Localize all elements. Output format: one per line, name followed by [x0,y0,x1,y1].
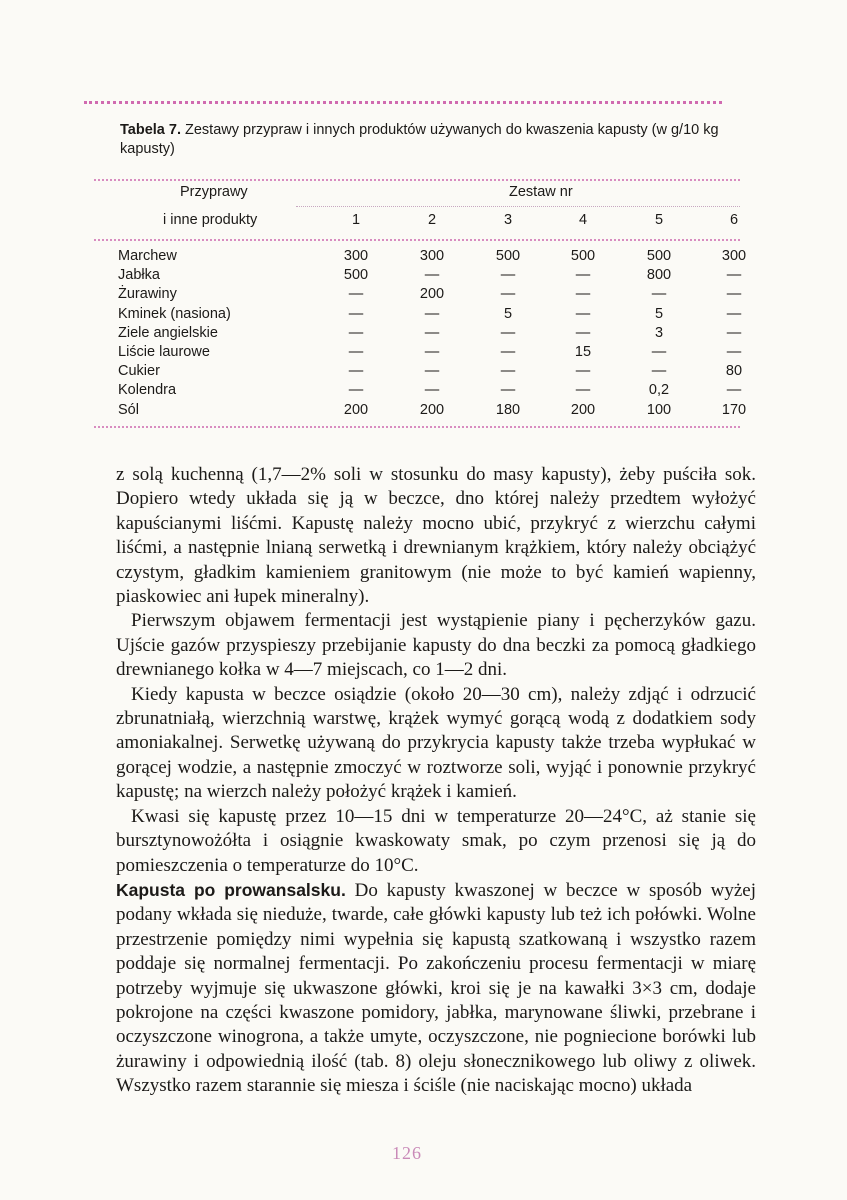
table-bottom-rule [94,426,740,428]
table-cell: 500 [343,267,369,284]
table-cell: — [575,382,591,399]
paragraph: Kiedy kapusta w beczce osiądzie (około 20—30 cm), należy zdjąć i odrzucić zbrunatniałą, wierzchnią warstwę, krążek wymyć gorącą wodą z dodatkiem sody amoniakalnej. Serwetkę używaną do przykrycia kapusty także trzeba wypłukać w gorącej wodzie, a następnie zmoczyć w roztworze soli, wyjąć i ponownie przykryć kapustę; na wierzch należy położyć krążek i kamień. [116,683,756,803]
table-row-label: Liście laurowe [118,344,210,360]
table-row-label: Marchew [118,248,177,264]
table-cell: — [726,382,742,399]
table-cell: — [348,305,364,322]
table-cell: 800 [646,267,672,284]
table-cell: 300 [721,248,747,264]
table-row-label: Ziele angielskie [118,324,218,341]
table-cell: — [726,324,742,341]
table-cell: — [575,267,591,284]
column-header-5: 5 [654,212,664,228]
column-header-1: 1 [351,212,361,228]
table-cell: — [575,286,591,303]
table-cell: — [348,324,364,341]
table-cell: 500 [495,248,521,264]
table-row-label: Sól [118,401,139,418]
table-cell: — [500,363,516,380]
table-cell: 500 [570,248,596,264]
table-cell: — [500,382,516,399]
caption-text: Zestawy przypraw i innych produktów używanych do kwaszenia kapusty (w g/10 kg kapusty) [120,122,719,157]
table-cell: — [575,305,591,322]
table-cell: — [726,344,742,360]
table-cell: — [348,363,364,380]
table-cell: 500 [646,248,672,264]
table-cell: 100 [646,401,672,418]
table-cell: — [348,286,364,303]
table-cell: 170 [721,401,747,418]
table-row-label: Żurawiny [118,286,177,303]
table-group-header: Zestaw nr [509,184,573,200]
column-header-2: 2 [427,212,437,228]
table-cell: 5 [503,305,513,322]
table-cell: — [726,305,742,322]
table-cell: — [424,363,440,380]
table-cell: — [651,363,667,380]
table-cell: 300 [419,248,445,264]
table-cell: 5 [654,305,664,322]
body-text [116,463,756,1099]
table-cell: 80 [725,363,743,380]
table-cell: — [575,363,591,380]
table-cell: — [575,324,591,341]
table-cell: 300 [343,248,369,264]
table-row-label: Jabłka [118,267,160,284]
table-cell: — [500,324,516,341]
paragraph: Kwasi się kapustę przez 10—15 dni w temperaturze 20—24°C, aż stanie się bursztynowożółta i osiągnie kwaskowaty smak, po czym przenosi się ją do pomieszczenia o temperaturze do 10°C. [116,805,756,876]
table-row-label: Kminek (nasiona) [118,305,231,322]
table-cell: — [726,267,742,284]
table-cell: — [500,286,516,303]
table-cell: — [424,267,440,284]
table-cell: 200 [343,401,369,418]
table-cell: — [424,305,440,322]
table-cell: — [424,324,440,341]
table-cell: 200 [419,286,445,303]
table-cell: — [348,382,364,399]
table-cell: — [424,382,440,399]
caption-label: Tabela 7. [120,122,181,138]
column-header-4: 4 [578,212,588,228]
table-cell: 15 [574,344,592,360]
column-header-3: 3 [503,212,513,228]
table-cell: — [500,267,516,284]
table-cell: 200 [570,401,596,418]
spice-table [0,0,847,440]
table-cell: — [424,344,440,360]
paragraph: Pierwszym objawem fermentacji jest wystąpienie piany i pęcherzyków gazu. Ujście gazów przyspieszy przebijanie kapusty do dna beczki za pomocą gładkiego drewnianego kołka w 4—7 miejscach, co 1—2 dni. [116,610,756,681]
recipe-text: Do kapusty kwaszonej w beczce w sposób wyżej podany wkłada się nieduże, twarde, całe główki kapusty lub też ich połówki. Wolne przestrzenie pomiędzy nimi wypełnia się kapustą szatkowaną i wszystko razem poddaje się normalnej fermentacji. Po zakończeniu procesu fermentacji w miarę potrzeby wyjmuje się ukwaszone główki, kroi się je na kawałki 3×3 cm, dodaje pokrojone na części kwaszone pomidory, jabłka, marynowane śliwki, przebrane i oczyszczone winogrona, a także umyte, oczyszczone, nie pogniecione borówki lub żurawiny i odpowiednią ilość (tab. 8) oleju słonecznikowego lub oliwy z oliwek. Wszystko razem starannie się miesza i ściśle (nie naciskając mocno) układa [116,879,756,1097]
table-row-label: Kolendra [118,382,177,399]
table-cell: — [348,344,364,360]
table-cell: — [651,344,667,360]
table-cell: 3 [654,324,664,341]
table-header-label-1: Przyprawy [180,184,248,200]
paragraph [116,878,756,1099]
page-number: 126 [392,1143,422,1163]
table-cell: 200 [419,401,445,418]
table-header-label-2: i inne produkty [163,212,258,228]
table-cell: — [726,286,742,303]
table-cell: 0,2 [648,382,670,399]
table-row-label: Cukier [118,363,160,380]
table-cell: — [651,286,667,303]
recipe-title: Kapusta po prowansalsku. [116,879,346,900]
table-cell: 180 [495,401,521,418]
paragraph: z solą kuchenną (1,7—2% soli w stosunku do masy kapusty), żeby puściła sok. Dopiero wtedy układa się ją w beczce, dno której należy przedtem wyłożyć kapuścianymi liśćmi. Kapustę należy mocno ubić, przykryć z wierzchu całymi liśćmi, a następnie lnianą serwetką i drewnianym krążkiem, który należy obciążyć czystym, gładkim kamieniem granitowym (nie może to być kamień wapienny, piaskowiec ani łupek mineralny). [116,464,756,608]
table-cell: — [500,344,516,360]
column-header-6: 6 [729,212,739,228]
